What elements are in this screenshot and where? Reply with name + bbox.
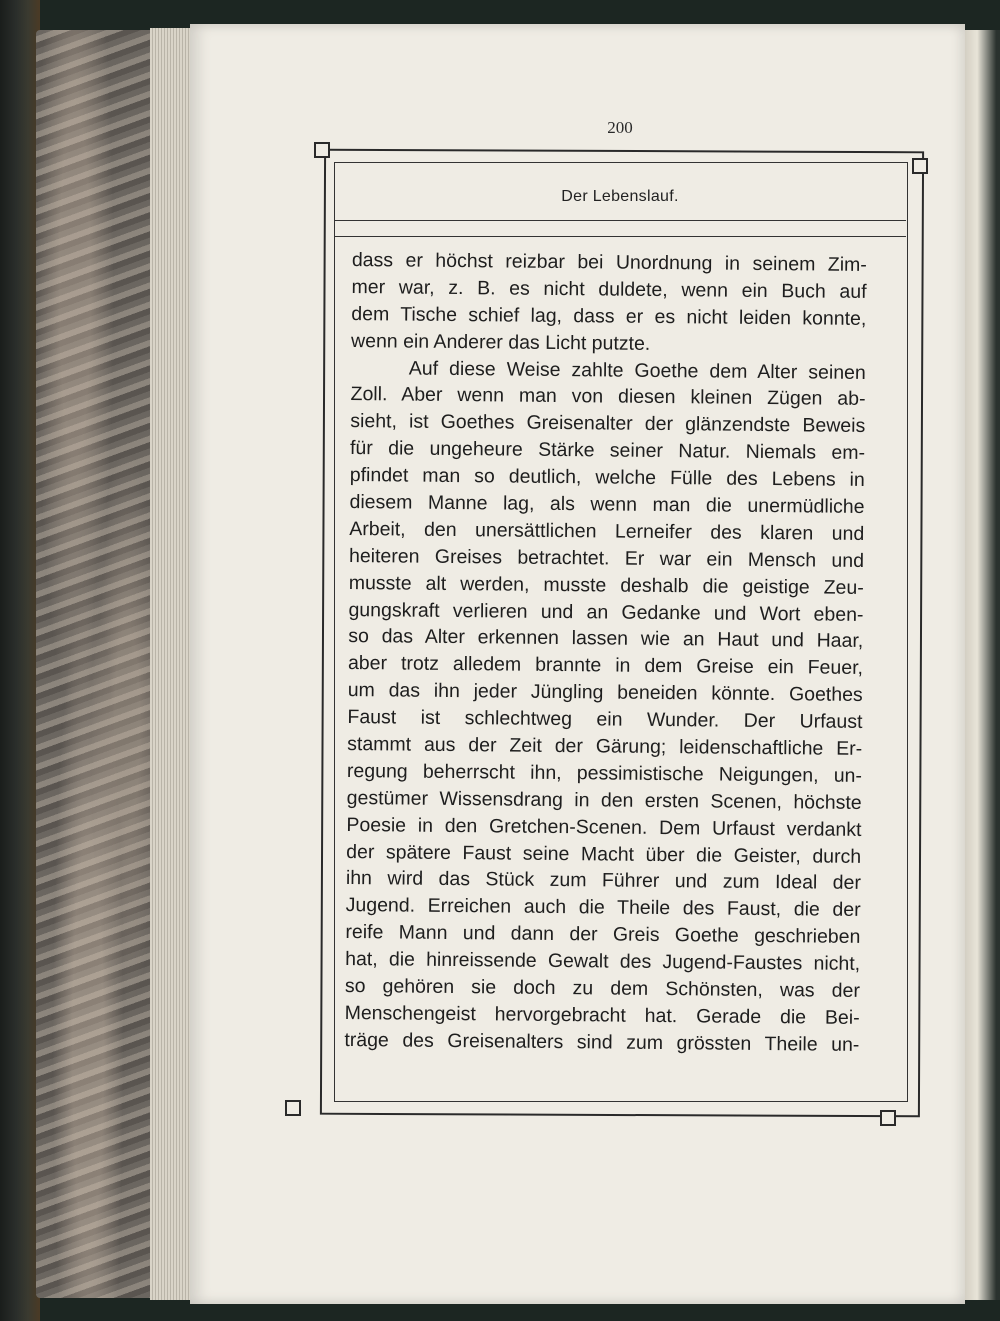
text-line: so das Alter erkennen lassen wie an Haut und Haar, bbox=[348, 625, 864, 653]
text-line: gestümer Wissensdrang in den ersten Scenen, höchste bbox=[346, 786, 862, 814]
text-line: mer war, z. B. es nicht duldete, wenn ein Buch auf bbox=[351, 275, 867, 303]
frame-corner-ornament bbox=[912, 158, 928, 174]
text-line: für die ungeheure Stärke seiner Natur. Niemals em- bbox=[349, 437, 866, 465]
frame-corner-ornament bbox=[285, 1100, 301, 1116]
text-line: regung beherrscht ihn, pessimistische Neigungen, un- bbox=[346, 759, 863, 787]
text-line: dem Tische schief lag, dass er es nicht leiden konnte, bbox=[351, 302, 867, 330]
text-line: diesem Manne lag, als wenn man die unermüdliche bbox=[349, 491, 865, 518]
text-line: um das ihn jeder Jüngling beneiden könnte. Goethes bbox=[347, 679, 863, 707]
text-line: gungskraft verlieren und an Gedanke und Wort eben- bbox=[348, 598, 864, 626]
text-line: stammt aus der Zeit der Gärung; leidenschaftliche Er- bbox=[347, 733, 863, 760]
text-line: ihn wird das Stück zum Führer und zum Ideal der bbox=[345, 867, 862, 895]
text-line: Auf diese Weise zahlte Goethe dem Alter seinen bbox=[408, 357, 866, 384]
text-line: Faust ist schlechtweg ein Wunder. Der Urfaust bbox=[347, 706, 863, 734]
frame-corner-ornament bbox=[880, 1110, 896, 1126]
text-line: pfindet man so deutlich, welche Fülle des Lebens in bbox=[349, 464, 865, 492]
text-line: so gehören sie doch zu dem Schönsten, was der bbox=[344, 975, 860, 1002]
text-line: Zoll. Aber wenn man von diesen kleinen Zügen ab- bbox=[350, 383, 866, 411]
running-head-rule bbox=[334, 236, 906, 237]
text-line: wenn ein Anderer das Licht putzte. bbox=[350, 329, 651, 355]
book-cover-edge bbox=[0, 0, 40, 1321]
text-line: Arbeit, den unersättlichen Lerneifer des klaren und bbox=[349, 517, 865, 545]
next-page-sliver bbox=[962, 30, 1000, 1300]
text-line: musste alt werden, musste deshalb die geistige Zeu- bbox=[348, 571, 864, 599]
text-line: reife Mann und dann der Greis Goethe geschrieben bbox=[345, 921, 861, 949]
text-line: aber trotz alledem brannte in dem Greise ein Feuer, bbox=[347, 652, 864, 680]
text-line: hat, die hinreissende Gewalt des Jugend-Faustes nicht, bbox=[345, 948, 861, 976]
text-line: träge des Greisenalters sind zum grössten Theile un- bbox=[344, 1028, 860, 1056]
text-line: Poesie in den Gretchen-Scenen. Dem Urfaust verdankt bbox=[346, 813, 862, 841]
text-line: dass er höchst reizbar bei Unordnung in seinem Zim- bbox=[351, 248, 867, 276]
text-line: Jugend. Erreichen auch die Theile des Faust, die der bbox=[345, 894, 861, 922]
frame-corner-ornament bbox=[314, 142, 330, 158]
text-line: der spätere Faust seine Macht über die Geister, durch bbox=[346, 840, 862, 868]
text-line: Menschengeist hervorgebracht hat. Gerade die Bei- bbox=[344, 1001, 860, 1029]
marbled-page-edge bbox=[36, 30, 166, 1298]
text-line: heiteren Greises betrachtet. Er war ein Mensch und bbox=[348, 544, 865, 572]
body-text bbox=[344, 247, 867, 1059]
running-head: Der Lebenslauf. bbox=[561, 188, 679, 205]
text-line: sieht, ist Goethes Greisenalter der glänzendste Beweis bbox=[350, 410, 866, 438]
page-number: 200 bbox=[607, 118, 633, 137]
